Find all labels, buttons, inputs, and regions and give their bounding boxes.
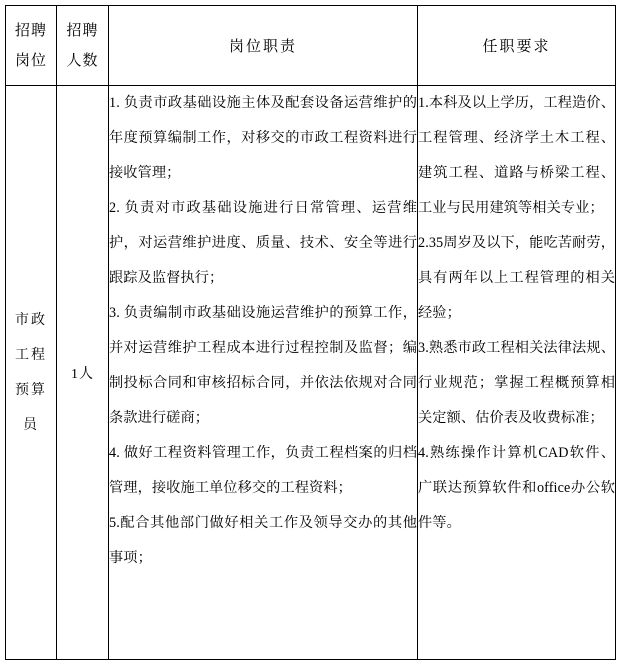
headcount-value: 1人 <box>71 366 94 382</box>
position-line-2: 工程 <box>15 347 47 363</box>
duty-item: 3. 负责编制市政基础设施运营维护的预算工作，并对运营维护工程成本进行过程控制及监督；编制投标合同和审核招标合同，并依法依规对合同条款进行磋商； <box>109 305 417 426</box>
position-line-3: 预算 <box>15 382 47 398</box>
cell-requirements <box>418 86 616 660</box>
table-header-row <box>6 6 616 86</box>
header-headcount-line2: 人数 <box>66 52 99 69</box>
cell-duties <box>109 86 418 660</box>
duty-item: 4. 做好工程资料管理工作，负责工程档案的归档管理，接收施工单位移交的工程资料； <box>109 445 417 496</box>
requirement-item: 4.熟练操作计算机CAD软件、广联达预算软件和office办公软件等。 <box>418 445 615 531</box>
header-headcount-line1: 招聘 <box>66 22 99 39</box>
position-line-4: 员 <box>23 417 39 433</box>
recruitment-table <box>5 5 616 660</box>
cell-position <box>6 86 57 660</box>
header-cell-requirements <box>418 6 616 86</box>
header-requirements-label: 任职要求 <box>482 39 551 55</box>
requirement-item: 3.熟悉市政工程相关法律法规、行业规范；掌握工程概预算相关定额、估价表及收费标准； <box>418 340 615 426</box>
header-cell-headcount <box>57 6 109 86</box>
header-cell-duties <box>109 6 418 86</box>
requirement-item: 2.35周岁及以下，能吃苦耐劳，具有两年以上工程管理的相关经验； <box>418 235 615 321</box>
header-position-line2: 岗位 <box>14 52 47 69</box>
duty-item: 2. 负责对市政基础设施进行日常管理、运营维护，对运营维护进度、质量、技术、安全等进行跟踪及监督执行； <box>109 200 417 286</box>
header-duties-label: 岗位职责 <box>228 39 297 55</box>
duty-item: 5.配合其他部门做好相关工作及领导交办的其他事项； <box>109 515 417 566</box>
table-row <box>6 86 616 660</box>
requirement-item: 1.本科及以上学历，工程造价、工程管理、经济学土木工程、建筑工程、道路与桥梁工程、工业与民用建筑等相关专业； <box>418 95 615 216</box>
header-position-line1: 招聘 <box>14 22 47 39</box>
duty-item: 1. 负责市政基础设施主体及配套设备运营维护的年度预算编制工作，对移交的市政工程资料进行接收管理； <box>109 95 417 181</box>
cell-headcount <box>57 86 109 660</box>
position-line-1: 市政 <box>15 312 47 328</box>
header-cell-position <box>6 6 57 86</box>
